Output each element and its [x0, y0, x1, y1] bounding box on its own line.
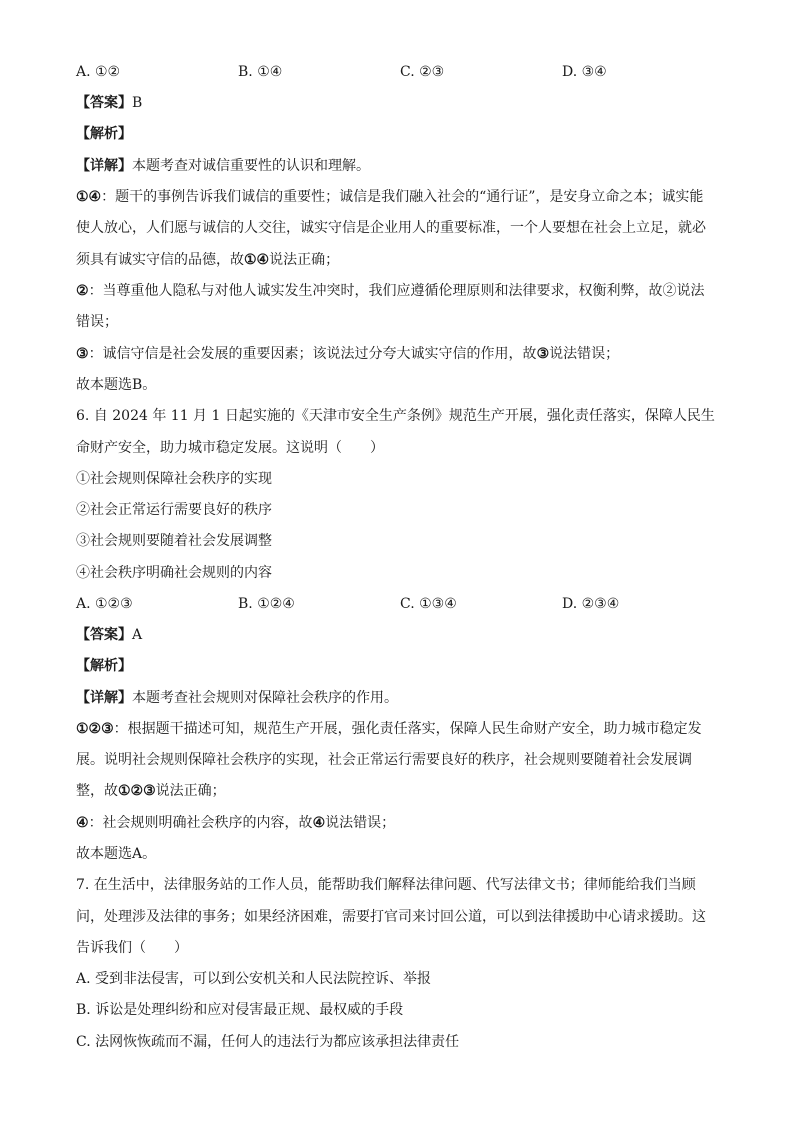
q5-p1-mark3: ①④: [244, 252, 270, 268]
q7-stem-line2: 问，处理涉及法律的事务；如果经济困难，需要打官司来讨回公道，可以到法律援助中心请求援助。这: [76, 909, 706, 925]
q5-p1-text3a: 须具有诚实守信的品德，故: [76, 252, 244, 268]
q5-p1-line1: [76, 187, 703, 207]
q6-p1-line2: 展。说明社会规则保障社会秩序的实现，社会正常运行需要良好的秩序，社会规则要随着社会发展调: [76, 752, 692, 768]
q6-answer-line: [76, 625, 142, 645]
q5-option-b: B. ①④: [238, 64, 283, 80]
q5-p3-mark: ③: [76, 346, 89, 362]
answer-tag: 【答案】: [76, 627, 132, 643]
q6-p2-text1b: 说法错误；: [325, 815, 396, 831]
q5-p1-line2: 使人放心，人们愿与诚信的人交往，诚实守信是企业用人的重要标准，一个人要想在社会上立足，就必: [76, 220, 706, 236]
q6-p2-mark: ④: [76, 815, 89, 831]
q5-p3-text1b: 说法错误；: [549, 346, 620, 362]
q6-p1-text3b: 说法正确；: [155, 783, 226, 799]
q6-p2-line1: [76, 813, 395, 833]
q6-option-c: C. ①③④: [400, 596, 457, 612]
q6-item-1: ①社会规则保障社会秩序的实现: [76, 471, 272, 487]
q6-p1-line1: [76, 719, 702, 739]
q6-p1-text1: ：根据题干描述可知，规范生产开展，强化责任落实，保障人民生命财产安全，助力城市稳定发: [113, 721, 702, 737]
analysis-tag: 【解析】: [76, 126, 132, 142]
q7-stem-line1: 7. 在生活中，法律服务站的工作人员，能帮助我们解释法律问题、代写法律文书；律师能给我们当顾: [76, 877, 696, 893]
q5-detail-line: [76, 156, 370, 176]
q6-item-3: ③社会规则要随着社会发展调整: [76, 533, 272, 549]
q5-p2-line1: [76, 281, 705, 301]
q6-option-b: B. ①②④: [238, 596, 295, 612]
q6-option-a: A. ①②③: [76, 596, 133, 612]
q6-option-d: D. ②③④: [562, 596, 620, 612]
q5-p3-line1: [76, 344, 619, 364]
q6-p1-text3a: 整，故: [76, 783, 118, 799]
q5-answer-line: [76, 93, 142, 113]
q7-stem-line3: 告诉我们（ ）: [76, 940, 188, 956]
analysis-tag: 【解析】: [76, 658, 132, 674]
q6-p1-line3: [76, 781, 226, 801]
q6-item-4: ④社会秩序明确社会规则的内容: [76, 565, 272, 581]
answer-tag: 【答案】: [76, 95, 132, 111]
q6-p1-mark3: ①②③: [118, 783, 156, 799]
q6-detail: 本题考查社会规则对保障社会秩序的作用。: [132, 690, 398, 706]
q6-stem-line1: 6. 自 2024 年 11 月 1 日起实施的《天津市安全生产条例》规范生产开展，强化责任落实，保障人民生: [76, 408, 715, 424]
q5-p3-text1a: ：诚信守信是社会发展的重要因素；该说法过分夸大诚实守信的作用，故: [88, 346, 537, 362]
q5-p1-mark: ①④: [76, 189, 102, 205]
q6-item-2: ②社会正常运行需要良好的秩序: [76, 502, 272, 518]
q5-conclusion: 故本题选B。: [76, 377, 157, 393]
q5-p1-text1: ：题干的事例告诉我们诚信的重要性；诚信是我们融入社会的“通行证”，是安身立命之本；诚实能: [101, 189, 704, 205]
q5-answer: B: [132, 95, 143, 111]
q5-p3-mark1: ③: [536, 346, 550, 362]
q6-conclusion: 故本题选A。: [76, 846, 157, 862]
q5-detail: 本题考查对诚信重要性的认识和理解。: [132, 158, 370, 174]
detail-tag: 【详解】: [76, 158, 132, 174]
q5-option-d: D. ③④: [562, 64, 607, 80]
q6-analysis-tag: [76, 656, 132, 676]
q6-detail-line: [76, 688, 398, 708]
q5-p2-mark: ②: [76, 283, 89, 299]
q5-option-c: C. ②③: [400, 64, 445, 80]
q6-p2-text1a: ：社会规则明确社会秩序的内容，故: [88, 815, 313, 831]
q5-p1-text3b: 说法正确；: [269, 252, 340, 268]
q7-option-c: C. 法网恢恢疏而不漏，任何人的违法行为都应该承担法律责任: [76, 1034, 460, 1050]
q6-p2-mark1: ④: [312, 815, 326, 831]
q5-p2-text1: ：当尊重他人隐私与对他人诚实发生冲突时，我们应遵循伦理原则和法律要求，权衡利弊，故②说法: [88, 283, 705, 299]
q7-option-a: A. 受到非法侵害，可以到公安机关和人民法院控诉、举报: [76, 971, 432, 987]
q6-answer: A: [132, 627, 143, 643]
q5-analysis-tag: [76, 124, 132, 144]
detail-tag: 【详解】: [76, 690, 132, 706]
q7-option-b: B. 诉讼是处理纠纷和应对侵害最正规、最权威的手段: [76, 1002, 404, 1018]
q6-stem-line2: 命财产安全，助力城市稳定发展。这说明（ ）: [76, 440, 384, 456]
q6-p1-mark: ①②③: [76, 721, 114, 737]
q5-p2-line2: 错误；: [76, 314, 118, 330]
q5-p1-line3: [76, 250, 339, 270]
q5-option-a: A. ①②: [76, 64, 121, 80]
